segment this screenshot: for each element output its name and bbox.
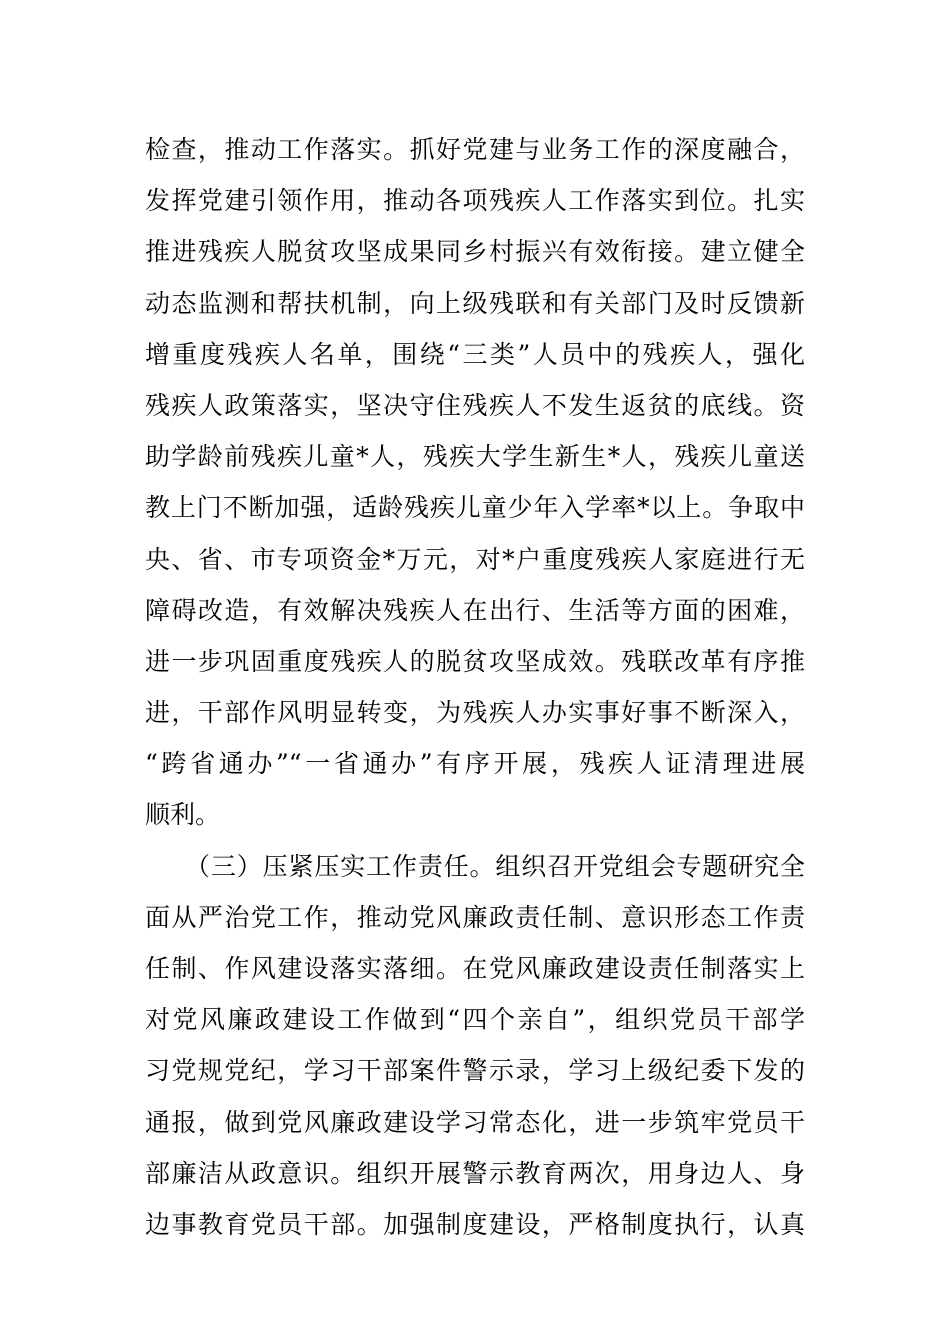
text-line: 检查，推动工作落实。抓好党建与业务工作的深度融合， [145,135,805,164]
text-line: 增重度残疾人名单，围绕“三类”人员中的残疾人，强化 [145,339,805,369]
text-line: 障碍改造，有效解决残疾人在出行、生活等方面的困难， [145,595,805,625]
text-line: 动态监测和帮扶机制，向上级残联和有关部门及时反馈新 [145,288,805,318]
text-line: 央、省、市专项资金*万元，对*户重度残疾人家庭进行无 [145,544,805,574]
text-line: 面从严治党工作，推动党风廉政责任制、意识形态工作责 [145,902,805,932]
text-line: 习党规党纪，学习干部案件警示录，学习上级纪委下发的 [145,1056,805,1086]
text-line: 进，干部作风明显转变，为残疾人办实事好事不断深入， [145,698,805,728]
text-line: 推进残疾人脱贫攻坚成果同乡村振兴有效衔接。建立健全 [145,237,805,267]
text-line: “跨省通办”“一省通办”有序开展，残疾人证清理进展 [145,749,805,779]
paragraph-1 [145,124,805,841]
text-line: 残疾人政策落实，坚决守住残疾人不发生返贫的底线。资 [145,390,805,420]
document-body [145,124,805,1250]
text-line: 发挥党建引领作用，推动各项残疾人工作落实到位。扎实 [145,186,805,216]
text-line: 边事教育党员干部。加强制度建设，严格制度执行，认真 [145,1209,805,1239]
text-line: 通报，做到党风廉政建设学习常态化，进一步筑牢党员干 [145,1107,805,1137]
text-line: 对党风廉政建设工作做到“四个亲自”，组织党员干部学 [145,1005,805,1035]
paragraph-2 [145,841,805,1251]
text-line: 教上门不断加强，适龄残疾儿童少年入学率*以上。争取中 [145,493,805,523]
text-line: 进一步巩固重度残疾人的脱贫攻坚成效。残联改革有序推 [145,646,805,676]
text-line: 助学龄前残疾儿童*人，残疾大学生新生*人，残疾儿童送 [145,442,805,472]
section-heading-line: （三）压紧压实工作责任。组织召开党组会专题研究全 [185,851,805,881]
text-line: 部廉洁从政意识。组织开展警示教育两次，用身边人、身 [145,1158,805,1188]
text-line: 任制、作风建设落实落细。在党风廉政建设责任制落实上 [145,954,805,983]
text-line: 顺利。 [145,800,221,830]
